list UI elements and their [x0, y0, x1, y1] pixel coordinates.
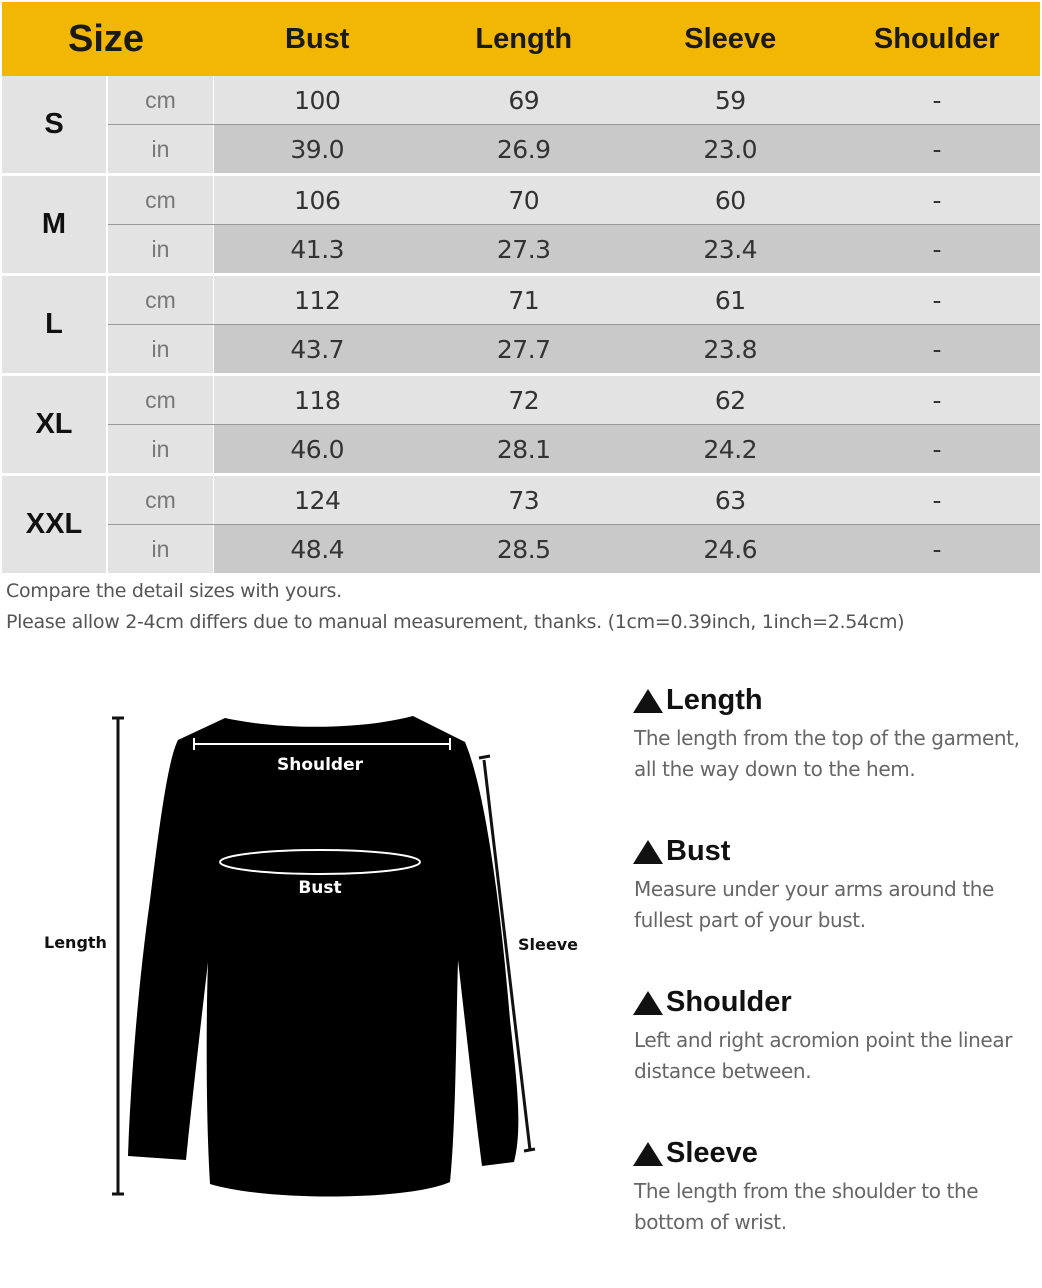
header-bust: Bust [285, 22, 350, 55]
cell-shoulder: - [932, 485, 942, 515]
bust-label: Bust [298, 878, 342, 898]
table-row [108, 124, 1040, 173]
cell-length: 72 [508, 385, 540, 415]
definition-title: Length [666, 684, 763, 716]
triangle-icon [633, 689, 663, 713]
cell-bust: 106 [294, 185, 341, 215]
definition-line: fullest part of your bust. [634, 908, 866, 932]
unit-label: in [108, 525, 214, 573]
size-group-xl [2, 373, 1040, 473]
header-size: Size [68, 17, 145, 60]
size-group-xxl [2, 473, 1040, 573]
definition-line: The length from the shoulder to the [634, 1179, 979, 1203]
definition-shoulder [633, 986, 1033, 1137]
cell-sleeve: 23.8 [703, 334, 758, 364]
cell-shoulder: - [932, 385, 942, 415]
size-group-s [2, 76, 1040, 173]
unit-label: in [108, 125, 214, 173]
definition-heading [633, 986, 1033, 1019]
cell-length: 27.7 [496, 334, 551, 364]
cell-sleeve: 61 [714, 285, 746, 315]
definition-title: Sleeve [666, 1137, 758, 1169]
cell-bust: 118 [294, 385, 341, 415]
table-row [108, 176, 1040, 224]
cell-sleeve: 23.4 [703, 234, 758, 264]
size-label: XL [2, 376, 108, 473]
unit-label: in [108, 325, 214, 373]
note-tolerance: Please allow 2-4cm differs due to manual measurement, thanks. (1cm=0.39inch, 1inch=2.54cm) [6, 611, 905, 633]
definition-text [634, 1025, 1033, 1087]
unit-label: cm [108, 476, 214, 524]
definition-line: bottom of wrist. [634, 1210, 787, 1234]
cell-sleeve: 24.2 [703, 434, 758, 464]
definition-line: Left and right acromion point the linear [634, 1028, 1013, 1052]
table-row [108, 224, 1040, 273]
triangle-icon [633, 1142, 663, 1166]
definition-heading [633, 835, 1033, 868]
cell-sleeve: 24.6 [703, 534, 758, 564]
cell-bust: 41.3 [290, 234, 345, 264]
cell-sleeve: 60 [714, 185, 746, 215]
definition-title: Shoulder [666, 986, 792, 1018]
cell-length: 70 [508, 185, 540, 215]
size-label: XXL [2, 476, 108, 573]
unit-label: in [108, 225, 214, 273]
table-row [108, 324, 1040, 373]
cell-sleeve: 62 [714, 385, 746, 415]
definition-line: Measure under your arms around the [634, 877, 994, 901]
cell-bust: 39.0 [290, 134, 345, 164]
unit-label: cm [108, 76, 214, 124]
cell-length: 71 [508, 285, 540, 315]
cell-sleeve: 63 [714, 485, 746, 515]
definition-line: all the way down to the hem. [634, 757, 916, 781]
header-length: Length [475, 22, 573, 55]
table-row [108, 276, 1040, 324]
cell-length: 73 [508, 485, 540, 515]
header-sleeve: Sleeve [684, 22, 777, 55]
cell-shoulder: - [932, 434, 942, 464]
size-label: L [2, 276, 108, 373]
cell-length: 27.3 [496, 234, 551, 264]
cell-shoulder: - [932, 234, 942, 264]
size-notes [6, 576, 904, 638]
cell-bust: 124 [294, 485, 341, 515]
cell-length: 69 [508, 85, 540, 115]
definition-text [634, 1176, 1033, 1238]
table-row [108, 524, 1040, 573]
cell-sleeve: 23.0 [703, 134, 758, 164]
table-row [108, 476, 1040, 524]
cell-shoulder: - [932, 134, 942, 164]
unit-label: cm [108, 376, 214, 424]
cell-sleeve: 59 [714, 85, 746, 115]
header-shoulder: Shoulder [873, 22, 1000, 55]
garment-diagram [30, 700, 600, 1210]
definition-length [633, 684, 1033, 835]
cell-shoulder: - [932, 285, 942, 315]
measurement-definitions [633, 684, 1033, 1288]
definition-bust [633, 835, 1033, 986]
length-measure-line [112, 718, 124, 1194]
cell-length: 28.5 [496, 534, 551, 564]
cell-length: 26.9 [496, 134, 551, 164]
definition-text [634, 723, 1033, 785]
cell-bust: 48.4 [290, 534, 345, 564]
definition-heading [633, 1137, 1033, 1170]
note-compare: Compare the detail sizes with yours. [6, 580, 342, 602]
size-group-m [2, 173, 1040, 273]
triangle-icon [633, 991, 663, 1015]
cell-shoulder: - [932, 185, 942, 215]
cell-shoulder: - [932, 85, 942, 115]
unit-label: cm [108, 176, 214, 224]
definition-line: distance between. [634, 1059, 812, 1083]
table-row [108, 424, 1040, 473]
cell-bust: 112 [294, 285, 341, 315]
definition-line: The length from the top of the garment, [634, 726, 1020, 750]
shoulder-label: Shoulder [276, 755, 364, 775]
unit-label: in [108, 425, 214, 473]
definition-sleeve [633, 1137, 1033, 1288]
cell-shoulder: - [932, 334, 942, 364]
definition-heading [633, 684, 1033, 717]
size-table [2, 2, 1040, 573]
cell-shoulder: - [932, 534, 942, 564]
triangle-icon [633, 840, 663, 864]
definition-title: Bust [666, 835, 731, 867]
cell-bust: 100 [294, 85, 341, 115]
cell-length: 28.1 [496, 434, 551, 464]
sleeve-label: Sleeve [518, 935, 578, 954]
length-label: Length [44, 933, 107, 952]
table-row [108, 376, 1040, 424]
sweater-silhouette [128, 716, 518, 1197]
cell-bust: 43.7 [290, 334, 345, 364]
definition-text [634, 874, 1033, 936]
table-header [2, 2, 1040, 76]
size-group-l [2, 273, 1040, 373]
size-label: S [2, 76, 108, 173]
unit-label: cm [108, 276, 214, 324]
cell-bust: 46.0 [290, 434, 345, 464]
table-row [108, 76, 1040, 124]
size-label: M [2, 176, 108, 273]
